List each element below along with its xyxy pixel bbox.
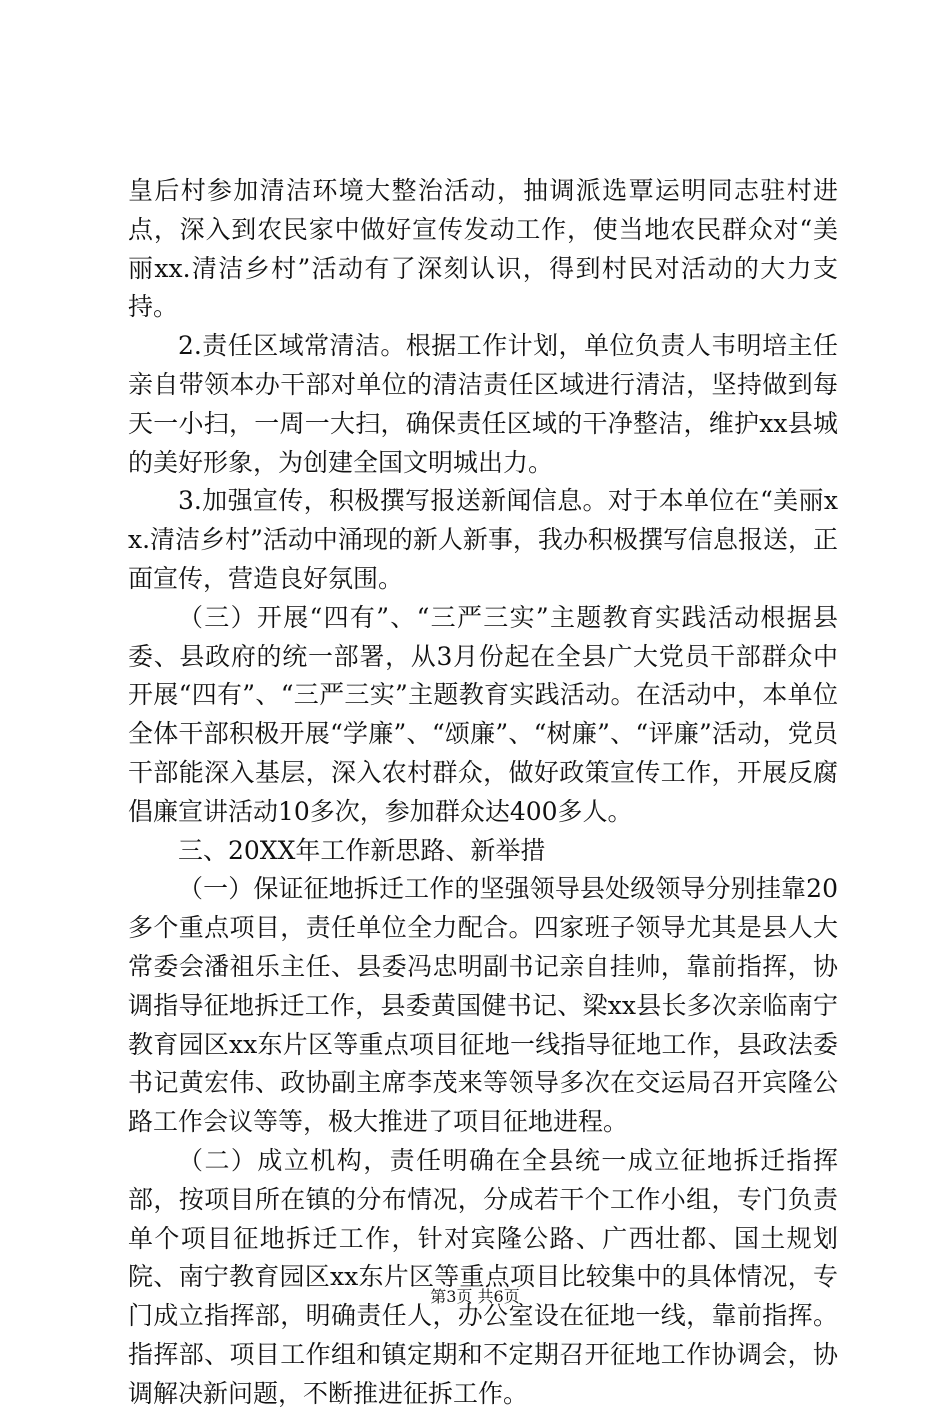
paragraph: 皇后村参加清洁环境大整治活动，抽调派选覃运明同志驻村进点，深入到农民家中做好宣传发动工作，使当地农民群众对“美丽xx.清洁乡村”活动有了深刻认识，得到村民对活动的大力支持。 — [128, 176, 838, 322]
paragraph: 2.责任区域常清洁。根据工作计划，单位负责人韦明培主任亲自带领本办干部对单位的清洁责任区域进行清洁，坚持做到每天一小扫，一周一大扫，确保责任区域的干净整洁，维护xx县城的美好形象，为创建全国文明城出力。 — [128, 331, 838, 477]
document-body — [128, 172, 838, 1414]
paragraph: （一）保证征地拆迁工作的坚强领导县处级领导分别挂靠20多个重点项目，责任单位全力配合。四家班子领导尤其是县人大常委会潘祖乐主任、县委冯忠明副书记亲自挂帅，靠前指挥，协调指导征地拆迁工作，县委黄国健书记、梁xx县长多次亲临南宁教育园区xx东片区等重点项目征地一线指导征地工作，县政法委书记黄宏伟、政协副主席李茂来等领导多次在交运局召开宾隆公路工作会议等等，极大推进了项目征地进程。 — [128, 874, 838, 1137]
paragraph: （三）开展“四有”、“三严三实”主题教育实践活动根据县委、县政府的统一部署，从3月份起在全县广大党员干部群众中开展“四有”、“三严三实”主题教育实践活动。在活动中，本单位全体干部积极开展“学廉”、“颂廉”、“树廉”、“评廉”活动，党员干部能深入基层，深入农村群众，做好政策宣传工作，开展反腐倡廉宣讲活动10多次，参加群众达400多人。 — [128, 602, 838, 826]
page-footer: 第3页 共6页 — [430, 1287, 520, 1306]
paragraph: 3.加强宣传，积极撰写报送新闻信息。对于本单位在“美丽xx.清洁乡村”活动中涌现的新人新事，我办积极撰写信息报送，正面宣传，营造良好氛围。 — [128, 486, 838, 593]
paragraph: （二）成立机构，责任明确在全县统一成立征地拆迁指挥部，按项目所在镇的分布情况，分成若干个工作小组，专门负责单个项目征地拆迁工作，针对宾隆公路、广西壮都、国土规划院、南宁教育园区xx东片区等重点项目比较集中的具体情况，专门成立指挥部，明确责任人，办公室设在征地一线，靠前指挥。指挥部、项目工作组和镇定期和不定期召开征地工作协调会，协调解决新问题，不断推进征拆工作。 — [128, 1145, 838, 1408]
section-heading: 三、20XX年工作新思路、新举措 — [178, 835, 546, 865]
